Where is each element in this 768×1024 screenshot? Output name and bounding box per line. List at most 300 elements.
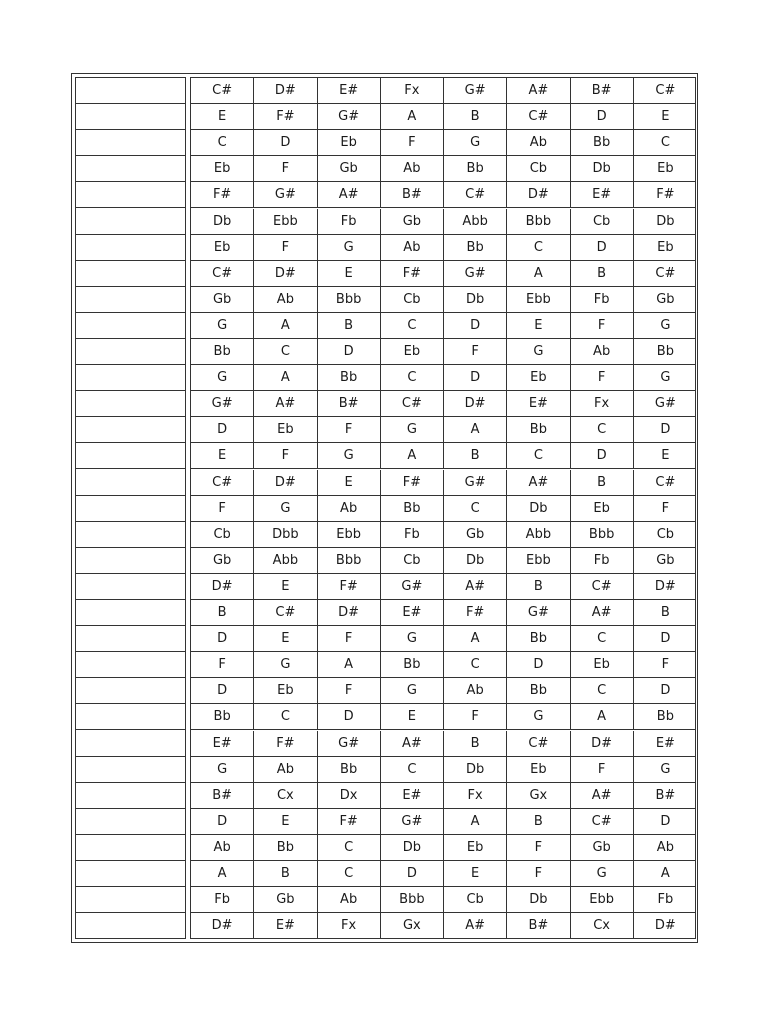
note-cell: C <box>571 417 634 443</box>
note-cell: Cb <box>634 522 696 548</box>
note-cell: Gb <box>444 522 507 548</box>
note-cell: Eb <box>571 496 634 522</box>
note-cell: Bbb <box>318 548 381 574</box>
answer-cell[interactable] <box>76 391 185 417</box>
note-cell: B <box>318 313 381 339</box>
note-cell: D <box>634 809 696 835</box>
note-cell: F <box>254 443 317 469</box>
note-cell: D <box>191 678 254 704</box>
note-cell: D# <box>634 574 696 600</box>
note-cell: Eb <box>191 156 254 182</box>
note-cell: Gb <box>191 287 254 313</box>
note-cell: Ebb <box>507 287 570 313</box>
note-cell: G <box>571 861 634 887</box>
note-cell: D <box>634 626 696 652</box>
answer-cell[interactable] <box>76 496 185 522</box>
note-cell: C# <box>507 104 570 130</box>
answer-cell[interactable] <box>76 757 185 783</box>
note-cell: C <box>254 339 317 365</box>
note-cell: G <box>191 365 254 391</box>
answer-cell[interactable] <box>76 130 185 156</box>
note-cell: C <box>318 835 381 861</box>
note-cell: D <box>191 417 254 443</box>
note-cell: F# <box>634 182 696 208</box>
note-cell: G# <box>318 104 381 130</box>
note-cell: D# <box>191 574 254 600</box>
note-cell: Ab <box>318 496 381 522</box>
note-cell: C <box>191 130 254 156</box>
note-cell: Bb <box>191 339 254 365</box>
note-cell: Cb <box>507 156 570 182</box>
answer-cell[interactable] <box>76 574 185 600</box>
answer-cell[interactable] <box>76 313 185 339</box>
note-cell: B <box>571 470 634 496</box>
note-cell: A <box>381 104 444 130</box>
note-cell: G# <box>254 182 317 208</box>
note-cell: E <box>254 809 317 835</box>
note-cell: G <box>634 757 696 783</box>
note-cell: D# <box>444 391 507 417</box>
answer-cell[interactable] <box>76 731 185 757</box>
note-cell: B <box>571 261 634 287</box>
note-cell: Db <box>444 548 507 574</box>
answer-cell[interactable] <box>76 522 185 548</box>
note-cell: E <box>634 443 696 469</box>
note-cell: A <box>634 861 696 887</box>
note-cell: F# <box>254 104 317 130</box>
note-cell: Eb <box>507 365 570 391</box>
note-cell: G# <box>507 600 570 626</box>
note-cell: G <box>381 678 444 704</box>
note-cell: Eb <box>254 678 317 704</box>
note-cell: Fb <box>634 887 696 913</box>
note-cell: Cx <box>571 913 634 939</box>
note-cell: C# <box>634 261 696 287</box>
note-cell: Bb <box>318 365 381 391</box>
note-cell: E# <box>381 600 444 626</box>
note-cell: D <box>571 443 634 469</box>
note-cell: Ab <box>318 887 381 913</box>
note-cell: Bb <box>191 704 254 730</box>
note-cell: G <box>191 757 254 783</box>
note-cell: E <box>507 313 570 339</box>
note-cell: Gb <box>191 548 254 574</box>
note-cell: E <box>254 626 317 652</box>
note-cell: G# <box>191 391 254 417</box>
note-cell: A <box>507 261 570 287</box>
note-cell: F# <box>318 574 381 600</box>
note-cell: F <box>254 156 317 182</box>
note-cell: A <box>254 313 317 339</box>
note-cell: G <box>634 313 696 339</box>
note-cell: G <box>191 313 254 339</box>
note-cell: A# <box>507 470 570 496</box>
answer-cell[interactable] <box>76 600 185 626</box>
note-cell: Bb <box>444 156 507 182</box>
note-cell: C# <box>191 78 254 104</box>
note-cell: C# <box>254 600 317 626</box>
note-cell: E <box>381 704 444 730</box>
note-cell: Bb <box>507 626 570 652</box>
note-cell: B <box>444 104 507 130</box>
note-cell: D# <box>507 182 570 208</box>
note-cell: Cb <box>381 287 444 313</box>
note-cell: Eb <box>191 235 254 261</box>
note-cell: C <box>381 757 444 783</box>
note-cell: F <box>318 626 381 652</box>
answer-cell[interactable] <box>76 861 185 887</box>
note-cell: Ab <box>634 835 696 861</box>
note-cell: Bbb <box>318 287 381 313</box>
answer-cell[interactable] <box>76 443 185 469</box>
note-cell: Ab <box>507 130 570 156</box>
note-cell: D <box>507 652 570 678</box>
answer-cell[interactable] <box>76 678 185 704</box>
note-cell: Cb <box>191 522 254 548</box>
note-cell: Eb <box>634 235 696 261</box>
note-cell: Db <box>381 835 444 861</box>
note-cell: F# <box>254 731 317 757</box>
note-cell: G# <box>444 470 507 496</box>
note-cell: Eb <box>381 339 444 365</box>
note-cell: D <box>381 861 444 887</box>
note-cell: E# <box>634 731 696 757</box>
note-cell: Gb <box>634 548 696 574</box>
note-cell: A <box>444 417 507 443</box>
note-cell: Bb <box>507 417 570 443</box>
note-cell: G# <box>634 391 696 417</box>
note-cell: A# <box>381 731 444 757</box>
note-cell: Fb <box>318 209 381 235</box>
note-cell: Gb <box>571 835 634 861</box>
note-cell: E <box>634 104 696 130</box>
note-cell: E# <box>191 731 254 757</box>
note-cell: C# <box>507 731 570 757</box>
note-cell: Bb <box>444 235 507 261</box>
note-cell: Dx <box>318 783 381 809</box>
note-cell: Ab <box>254 287 317 313</box>
note-cell: A <box>191 861 254 887</box>
note-cell: C# <box>191 261 254 287</box>
note-cell: Eb <box>254 417 317 443</box>
answer-column <box>75 77 186 939</box>
note-cell: F <box>634 496 696 522</box>
note-cell: Ab <box>191 835 254 861</box>
note-cell: F# <box>381 261 444 287</box>
note-cell: A# <box>571 783 634 809</box>
note-cell: E# <box>318 78 381 104</box>
answer-cell[interactable] <box>76 261 185 287</box>
worksheet <box>71 73 698 943</box>
note-cell: C <box>571 678 634 704</box>
note-cell: Bb <box>318 757 381 783</box>
note-cell: D# <box>254 78 317 104</box>
note-cell: D# <box>571 731 634 757</box>
note-cell: F <box>444 704 507 730</box>
note-cell: Bbb <box>571 522 634 548</box>
note-cell: C# <box>191 470 254 496</box>
note-cell: D <box>444 365 507 391</box>
note-cell: G <box>254 652 317 678</box>
note-cell: A <box>254 365 317 391</box>
note-cell: F <box>634 652 696 678</box>
note-cell: Ebb <box>318 522 381 548</box>
note-cell: G# <box>381 809 444 835</box>
note-cell: E# <box>507 391 570 417</box>
answer-cell[interactable] <box>76 209 185 235</box>
note-cell: G# <box>444 78 507 104</box>
note-cell: Eb <box>318 130 381 156</box>
note-cell: D <box>634 417 696 443</box>
note-cell: Db <box>444 757 507 783</box>
note-cell: Abb <box>254 548 317 574</box>
note-cell: A <box>571 704 634 730</box>
answer-cell[interactable] <box>76 809 185 835</box>
note-cell: D <box>634 678 696 704</box>
note-cell: B <box>444 443 507 469</box>
note-cell: G <box>634 365 696 391</box>
note-cell: Bb <box>571 130 634 156</box>
note-cell: Eb <box>571 652 634 678</box>
note-cell: Eb <box>507 757 570 783</box>
note-cell: Ab <box>444 678 507 704</box>
note-cell: Cx <box>254 783 317 809</box>
note-cell: Bb <box>254 835 317 861</box>
note-cell: B <box>507 809 570 835</box>
note-cell: A# <box>507 78 570 104</box>
note-cell: Eb <box>444 835 507 861</box>
note-cell: C <box>507 443 570 469</box>
note-cell: D# <box>254 261 317 287</box>
note-cell: D <box>254 130 317 156</box>
note-cell: A# <box>254 391 317 417</box>
note-cell: C# <box>634 470 696 496</box>
note-cell: A <box>444 626 507 652</box>
note-cell: Db <box>507 496 570 522</box>
note-cell: Db <box>507 887 570 913</box>
note-cell: B# <box>191 783 254 809</box>
note-cell: D <box>571 235 634 261</box>
note-cell: F <box>444 339 507 365</box>
note-cell: C <box>318 861 381 887</box>
answer-cell[interactable] <box>76 365 185 391</box>
note-cell: B <box>444 731 507 757</box>
note-cell: Db <box>634 209 696 235</box>
note-cell: Db <box>444 287 507 313</box>
answer-cell[interactable] <box>76 78 185 104</box>
note-cell: B# <box>507 913 570 939</box>
note-cell: C# <box>381 391 444 417</box>
note-cell: E <box>254 574 317 600</box>
note-cell: C# <box>571 574 634 600</box>
answer-cell[interactable] <box>76 417 185 443</box>
note-cell: F <box>571 313 634 339</box>
note-cell: F <box>254 235 317 261</box>
note-cell: Fx <box>318 913 381 939</box>
note-cell: Ab <box>254 757 317 783</box>
note-cell: Fx <box>444 783 507 809</box>
note-cell: B <box>507 574 570 600</box>
answer-cell[interactable] <box>76 287 185 313</box>
note-cell: C <box>507 235 570 261</box>
note-cell: Abb <box>444 209 507 235</box>
note-cell: C <box>254 704 317 730</box>
answer-cell[interactable] <box>76 470 185 496</box>
note-cell: Dbb <box>254 522 317 548</box>
note-cell: C <box>444 496 507 522</box>
note-cell: D# <box>318 600 381 626</box>
note-cell: G <box>507 704 570 730</box>
note-cell: D <box>318 339 381 365</box>
note-cell: F <box>191 652 254 678</box>
note-cell: Bb <box>634 704 696 730</box>
note-cell: G# <box>381 574 444 600</box>
note-cell: Bbb <box>381 887 444 913</box>
note-cell: G <box>318 235 381 261</box>
note-cell: F# <box>191 182 254 208</box>
note-cell: Bb <box>381 652 444 678</box>
note-cell: C# <box>634 78 696 104</box>
note-cell: B# <box>381 182 444 208</box>
note-cell: E# <box>381 783 444 809</box>
note-cell: C <box>571 626 634 652</box>
note-cell: Fb <box>381 522 444 548</box>
note-cell: Bb <box>381 496 444 522</box>
note-cell: Gb <box>254 887 317 913</box>
answer-cell[interactable] <box>76 626 185 652</box>
note-cell: Cb <box>444 887 507 913</box>
note-cell: B# <box>318 391 381 417</box>
note-cell: D <box>318 704 381 730</box>
note-cell: B# <box>634 783 696 809</box>
note-table <box>190 77 696 939</box>
answer-cell[interactable] <box>76 339 185 365</box>
note-cell: D <box>571 104 634 130</box>
note-cell: F# <box>381 470 444 496</box>
note-cell: F <box>571 757 634 783</box>
note-cell: A# <box>444 574 507 600</box>
note-cell: G <box>444 130 507 156</box>
note-cell: Bbb <box>507 209 570 235</box>
note-cell: Fb <box>191 887 254 913</box>
note-cell: F <box>318 417 381 443</box>
answer-cell[interactable] <box>76 835 185 861</box>
note-cell: C <box>634 130 696 156</box>
note-cell: D <box>191 626 254 652</box>
note-cell: C <box>381 313 444 339</box>
note-cell: Gb <box>318 156 381 182</box>
note-cell: Fb <box>571 287 634 313</box>
note-cell: Gb <box>634 287 696 313</box>
note-cell: E <box>318 470 381 496</box>
answer-cell[interactable] <box>76 783 185 809</box>
note-cell: Eb <box>634 156 696 182</box>
note-cell: D# <box>634 913 696 939</box>
note-cell: C# <box>444 182 507 208</box>
note-cell: A <box>381 443 444 469</box>
note-cell: Bb <box>507 678 570 704</box>
note-cell: G <box>381 626 444 652</box>
note-cell: Ab <box>381 235 444 261</box>
note-cell: E# <box>571 182 634 208</box>
note-cell: Fx <box>381 78 444 104</box>
note-cell: F <box>507 835 570 861</box>
note-cell: B <box>634 600 696 626</box>
note-cell: B# <box>571 78 634 104</box>
note-cell: A# <box>571 600 634 626</box>
answer-cell[interactable] <box>76 652 185 678</box>
answer-cell[interactable] <box>76 156 185 182</box>
note-cell: B <box>191 600 254 626</box>
note-cell: Db <box>191 209 254 235</box>
note-cell: F <box>381 130 444 156</box>
note-cell: C <box>444 652 507 678</box>
note-cell: C# <box>571 809 634 835</box>
note-cell: D <box>444 313 507 339</box>
answer-cell[interactable] <box>76 182 185 208</box>
note-cell: Ab <box>571 339 634 365</box>
note-cell: C <box>381 365 444 391</box>
note-cell: G# <box>318 731 381 757</box>
note-cell: F <box>191 496 254 522</box>
note-cell: E# <box>254 913 317 939</box>
answer-cell[interactable] <box>76 235 185 261</box>
note-cell: G <box>507 339 570 365</box>
note-cell: Gx <box>381 913 444 939</box>
note-cell: A <box>444 809 507 835</box>
note-cell: F <box>318 678 381 704</box>
note-cell: F# <box>318 809 381 835</box>
answer-cell[interactable] <box>76 104 185 130</box>
note-cell: Fb <box>571 548 634 574</box>
note-cell: G# <box>444 261 507 287</box>
note-cell: D <box>191 809 254 835</box>
note-cell: E <box>444 861 507 887</box>
note-cell: E <box>191 104 254 130</box>
note-cell: E <box>191 443 254 469</box>
note-cell: G <box>318 443 381 469</box>
note-cell: G <box>381 417 444 443</box>
answer-cell[interactable] <box>76 887 185 913</box>
note-cell: Bb <box>634 339 696 365</box>
note-cell: Fx <box>571 391 634 417</box>
note-cell: A# <box>318 182 381 208</box>
note-cell: F <box>507 861 570 887</box>
note-cell: F <box>571 365 634 391</box>
note-cell: Ebb <box>507 548 570 574</box>
note-cell: B <box>254 861 317 887</box>
note-cell: Abb <box>507 522 570 548</box>
note-cell: D# <box>191 913 254 939</box>
note-cell: A <box>318 652 381 678</box>
note-cell: Cb <box>571 209 634 235</box>
note-cell: E <box>318 261 381 287</box>
note-cell: D# <box>254 470 317 496</box>
note-cell: Cb <box>381 548 444 574</box>
note-cell: Ebb <box>571 887 634 913</box>
note-cell: Ebb <box>254 209 317 235</box>
note-cell: Db <box>571 156 634 182</box>
note-cell: Gx <box>507 783 570 809</box>
note-cell: Gb <box>381 209 444 235</box>
note-cell: A# <box>444 913 507 939</box>
answer-cell[interactable] <box>76 704 185 730</box>
note-cell: F# <box>444 600 507 626</box>
answer-cell[interactable] <box>76 548 185 574</box>
note-cell: G <box>254 496 317 522</box>
note-cell: Ab <box>381 156 444 182</box>
answer-cell[interactable] <box>76 913 185 939</box>
